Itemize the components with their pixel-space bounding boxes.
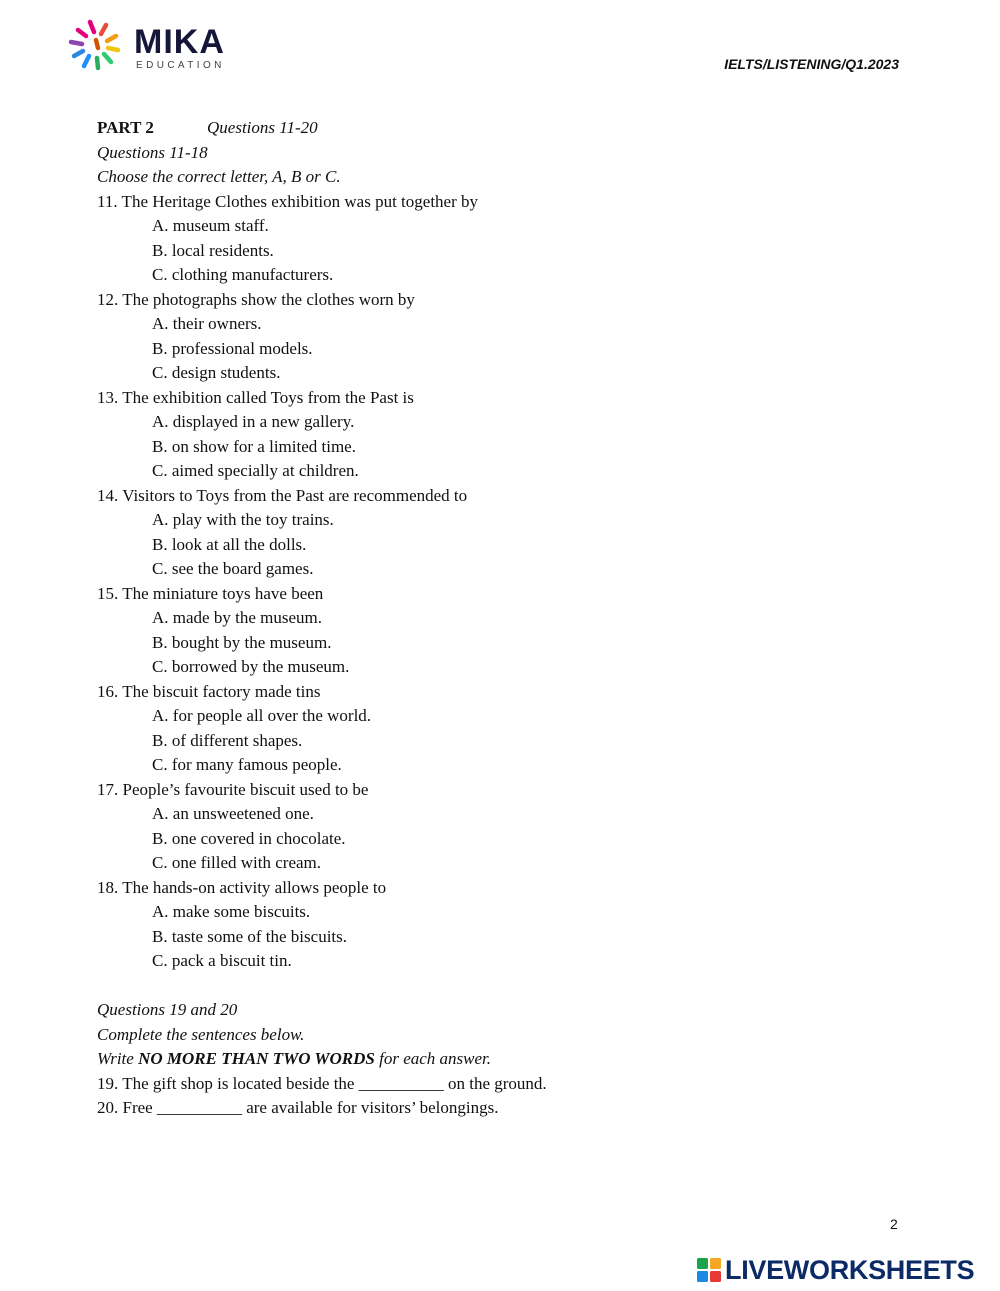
page-number: 2 <box>890 1216 898 1232</box>
option-a[interactable]: A. museum staff. <box>152 216 269 235</box>
option-c[interactable]: C. clothing manufacturers. <box>152 265 334 284</box>
q20-answer-blank[interactable]: __________ <box>156 1098 242 1117</box>
document-code: IELTS/LISTENING/Q1.2023 <box>724 56 899 72</box>
question-stem: 18. The hands-on activity allows people to <box>97 877 387 897</box>
question-16 <box>97 680 917 778</box>
question-17 <box>97 778 917 876</box>
option-b[interactable]: B. look at all the dolls. <box>152 534 307 554</box>
word-limit-prefix: Write <box>97 1049 139 1068</box>
question-15 <box>97 582 917 680</box>
option-a[interactable]: A. an unsweetened one. <box>152 804 314 823</box>
question-stem: 15. The miniature toys have been <box>97 583 324 603</box>
option-b[interactable]: B. bought by the museum. <box>152 632 332 652</box>
option-b[interactable]: B. taste some of the biscuits. <box>152 926 348 946</box>
q20-text-before: 20. Free <box>97 1098 157 1117</box>
word-limit-instruction <box>97 1047 917 1072</box>
question-stem: 12. The photographs show the clothes worn by <box>97 289 415 309</box>
section1-heading: Questions 11-18 <box>97 142 208 162</box>
option-a[interactable]: A. play with the toy trains. <box>152 510 334 529</box>
section2-heading: Questions 19 and 20 <box>97 1000 238 1019</box>
option-c[interactable]: C. borrowed by the museum. <box>152 657 350 676</box>
option-a[interactable]: A. make some biscuits. <box>152 902 311 921</box>
option-c[interactable]: C. pack a biscuit tin. <box>152 951 292 970</box>
option-b[interactable]: B. one covered in chocolate. <box>152 828 346 848</box>
question-14 <box>97 484 917 582</box>
option-c[interactable]: C. see the board games. <box>152 559 314 578</box>
question-12 <box>97 288 917 386</box>
option-b[interactable]: B. professional models. <box>152 338 313 358</box>
question-18 <box>97 876 917 974</box>
section-spacer <box>97 974 917 999</box>
option-a[interactable]: A. displayed in a new gallery. <box>152 412 355 431</box>
mika-starburst-icon <box>68 18 128 74</box>
logo-brand-text: MIKA <box>134 23 225 61</box>
part-heading <box>97 116 917 141</box>
option-c[interactable]: C. design students. <box>152 363 281 382</box>
question-stem: 16. The biscuit factory made tins <box>97 681 321 701</box>
option-a[interactable]: A. for people all over the world. <box>152 706 372 725</box>
word-limit-emphasis: NO MORE THAN TWO WORDS <box>138 1049 375 1068</box>
mika-logo <box>68 18 238 74</box>
question-11 <box>97 190 917 288</box>
section1-instruction: Choose the correct letter, A, B or C. <box>97 167 341 186</box>
option-c[interactable]: C. for many famous people. <box>152 755 342 774</box>
q19-text-after: on the ground. <box>443 1073 547 1093</box>
part-label: PART 2 <box>97 118 154 137</box>
question-20 <box>97 1096 917 1121</box>
q20-text-after: are available for visitors’ belongings. <box>241 1098 499 1117</box>
question-13 <box>97 386 917 484</box>
q19-answer-blank[interactable]: __________ <box>358 1073 444 1093</box>
option-b[interactable]: B. local residents. <box>152 240 274 260</box>
liveworksheets-blocks-icon <box>697 1258 721 1282</box>
q19-text-before: 19. The gift shop is located beside the <box>97 1073 359 1093</box>
question-19 <box>97 1072 917 1097</box>
option-a[interactable]: A. made by the museum. <box>152 608 322 627</box>
word-limit-suffix: for each answer. <box>374 1049 492 1068</box>
option-b[interactable]: B. on show for a limited time. <box>152 436 356 456</box>
question-stem: 17. People’s favourite biscuit used to be <box>97 779 369 799</box>
option-a[interactable]: A. their owners. <box>152 314 262 333</box>
section2-instruction: Complete the sentences below. <box>97 1024 305 1044</box>
logo-subtitle: EDUCATION <box>136 60 225 71</box>
liveworksheets-brand-text: LIVEWORKSHEETS <box>725 1255 975 1285</box>
worksheet-content <box>97 116 917 1121</box>
question-stem: 14. Visitors to Toys from the Past are recommended to <box>97 485 468 505</box>
question-stem: 13. The exhibition called Toys from the Past is <box>97 387 414 407</box>
option-c[interactable]: C. aimed specially at children. <box>152 461 359 480</box>
part-range: Questions 11-20 <box>207 118 318 137</box>
option-b[interactable]: B. of different shapes. <box>152 730 303 750</box>
option-c[interactable]: C. one filled with cream. <box>152 853 322 872</box>
question-stem: 11. The Heritage Clothes exhibition was put together by <box>97 191 479 211</box>
